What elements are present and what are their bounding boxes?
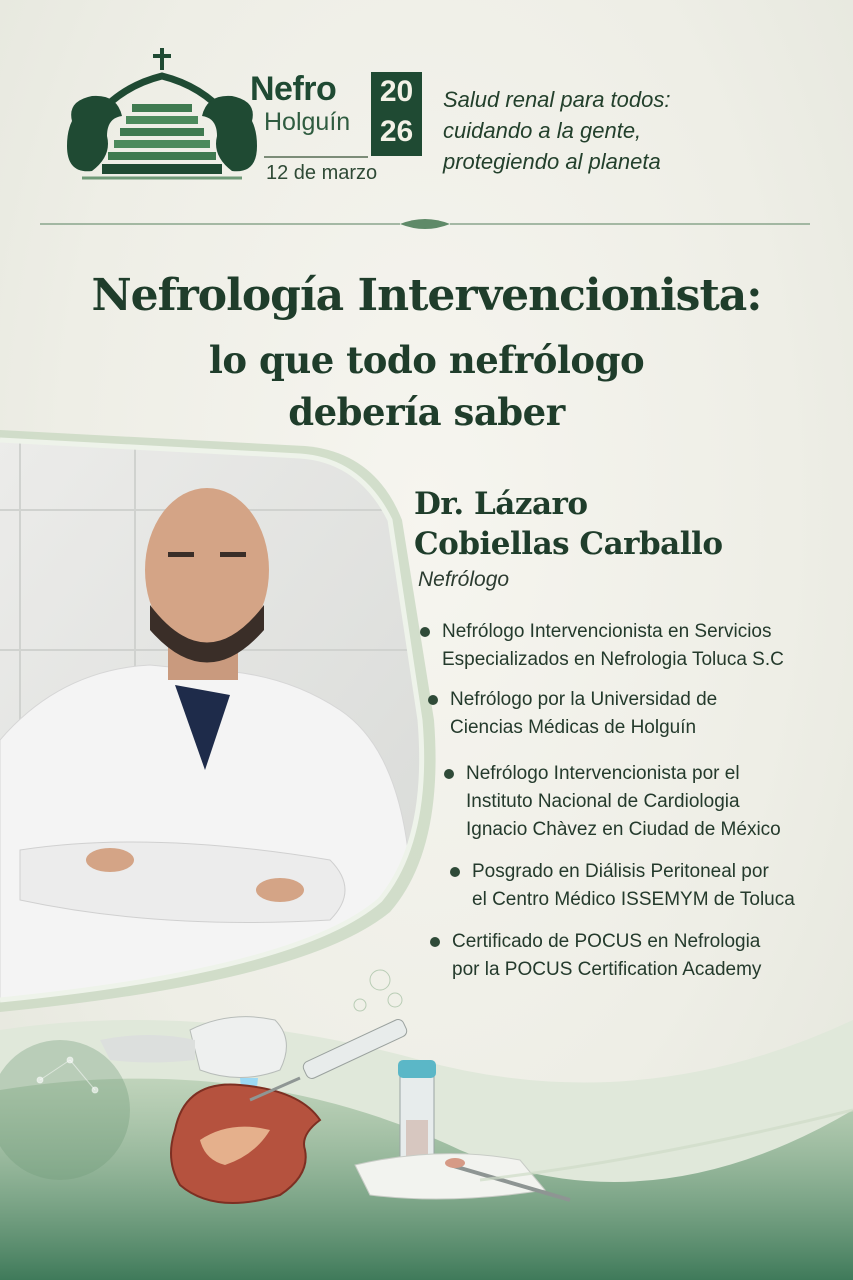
bullet-icon — [444, 769, 454, 779]
credential-item — [420, 618, 784, 674]
slogan-line: cuidando a la gente, — [443, 118, 642, 143]
year-badge — [371, 72, 422, 156]
talk-title-line-1: Nefrología Intervencionista: — [91, 270, 762, 321]
speaker-name-line: Dr. Lázaro — [414, 486, 588, 522]
slogan-line: Salud renal para todos: — [443, 87, 671, 112]
slogan-line: protegiendo al planeta — [443, 149, 661, 174]
credential-line: Nefrólogo Intervencionista en Servicios — [442, 621, 772, 642]
credential-line: Especializados en Nefrologia Toluca S.C — [442, 649, 784, 670]
credential-line: Ciencias Médicas de Holguín — [450, 717, 697, 738]
event-date: 12 de marzo — [266, 162, 378, 184]
ornament-divider — [40, 214, 810, 234]
nefro-holguin-logo — [62, 46, 262, 186]
credential-line: el Centro Médico ISSEMYM de Toluca — [472, 889, 795, 910]
bullet-icon — [450, 867, 460, 877]
credential-line: Nefrólogo por la Universidad de — [450, 689, 718, 710]
year-top: 20 — [379, 75, 414, 108]
talk-title-line-2: lo que todo nefrólogo — [208, 338, 645, 382]
brand-nefro: Nefro — [250, 70, 337, 108]
cross-icon — [153, 48, 171, 70]
bullet-icon — [430, 937, 440, 947]
speaker-photo — [0, 420, 460, 1020]
brand-holguin: Holguín — [264, 108, 351, 136]
credential-line: Posgrado en Diálisis Peritoneal por — [472, 861, 769, 882]
bubbles — [354, 970, 402, 1011]
date-separator — [264, 156, 368, 158]
credential-item — [444, 760, 781, 844]
medical-illustration — [0, 960, 853, 1280]
credential-line: Ignacio Chàvez en Ciudad de México — [466, 819, 781, 840]
bullet-icon — [428, 695, 438, 705]
credential-line: Instituto Nacional de Cardiologia — [466, 791, 740, 812]
speaker-name-line: Cobiellas Carballo — [414, 526, 723, 562]
credential-line: por la POCUS Certification Academy — [452, 959, 762, 980]
credential-item — [450, 858, 795, 914]
event-header — [0, 0, 853, 230]
credential-item — [428, 686, 717, 742]
credential-line: Certificado de POCUS en Nefrologia — [452, 931, 761, 952]
year-bottom: 26 — [379, 115, 414, 148]
test-tube-icon — [398, 1060, 436, 1166]
speaker-name — [414, 484, 723, 564]
slogan — [443, 84, 823, 177]
credential-line: Nefrólogo Intervencionista por el — [466, 763, 740, 784]
talk-title-line-3: debería saber — [288, 390, 565, 434]
bullet-icon — [420, 627, 430, 637]
speaker-role: Nefrólogo — [418, 568, 510, 591]
